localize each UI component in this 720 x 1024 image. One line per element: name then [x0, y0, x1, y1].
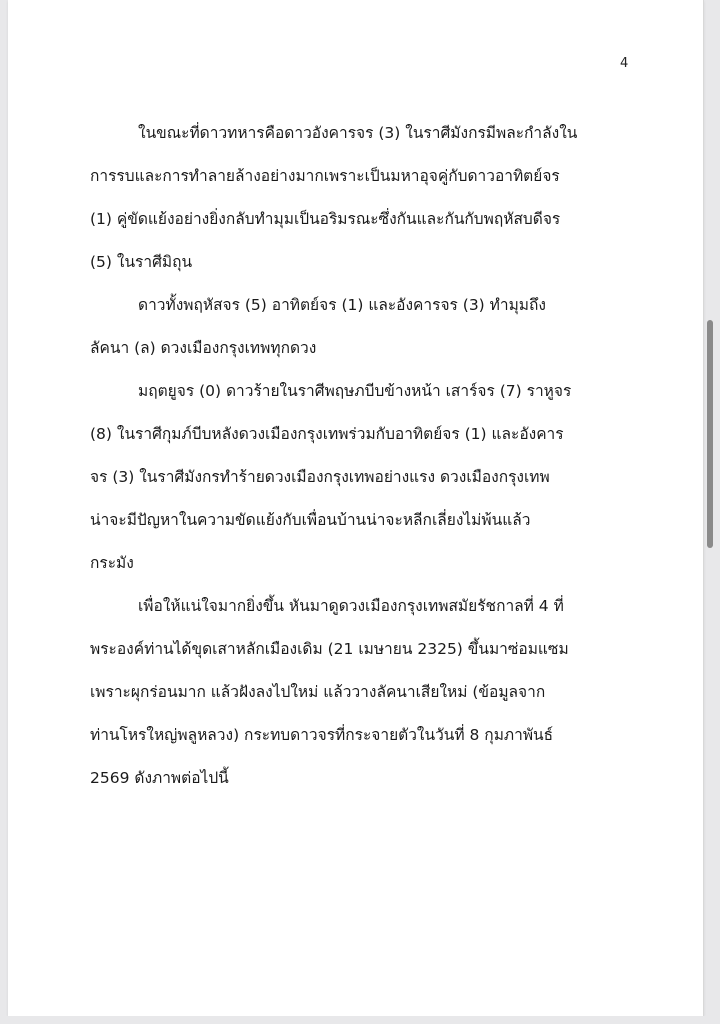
- paragraph-4-line-2: พระองค์ท่านได้ขุดเสาหลักเมืองเดิม (21 เมษายน 2325) ขึ้นมาซ่อมแซม: [90, 640, 569, 658]
- paragraph-1-line-4: (5) ในราศีมิถุน: [90, 253, 193, 271]
- paragraph-3-line-3: จร (3) ในราศีมังกรทำร้ายดวงเมืองกรุงเทพอย่างแรง ดวงเมืองกรุงเทพ: [90, 468, 550, 486]
- page-gap: [0, 1016, 720, 1024]
- paragraph-4-line-5: 2569 ดังภาพต่อไปนี้: [90, 769, 229, 787]
- paragraph-1-line-2: การรบและการทำลายล้างอย่างมากเพราะเป็นมหาอุจคู่กับดาวอาทิตย์จร: [90, 167, 560, 185]
- paragraph-2-line-2: ลัคนา (ล) ดวงเมืองกรุงเทพทุกดวง: [90, 339, 317, 357]
- paragraph-4-line-1: เพื่อให้แน่ใจมากยิ่งขึ้น หันมาดูดวงเมืองกรุงเทพสมัยรัชกาลที่ 4 ที่: [138, 597, 564, 615]
- paragraph-1-line-3: (1) คู่ขัดแย้งอย่างยิ่งกลับทำมุมเป็นอริมรณะซึ่งกันและกันกับพฤหัสบดีจร: [90, 210, 561, 228]
- document-page: [8, 0, 704, 1016]
- paragraph-3-line-2: (8) ในราศีกุมภ์บีบหลังดวงเมืองกรุงเทพร่วมกับอาทิตย์จร (1) และอังคาร: [90, 425, 564, 443]
- paragraph-1-line-1: ในขณะที่ดาวทหารคือดาวอังคารจร (3) ในราศีมังกรมีพละกำลังใน: [138, 124, 578, 142]
- paragraph-4-line-3: เพราะผุกร่อนมาก แล้วฝังลงไปใหม่ แล้ววางลัคนาเสียใหม่ (ข้อมูลจาก: [90, 683, 546, 701]
- vertical-scrollbar[interactable]: [706, 0, 718, 1016]
- paragraph-3-line-1: มฤตยูจร (0) ดาวร้ายในราศีพฤษภบีบข้างหน้า เสาร์จร (7) ราหูจร: [138, 382, 572, 400]
- paragraph-4-line-4: ท่านโหรใหญ่พลูหลวง) กระทบดาวจรที่กระจายตัวในวันที่ 8 กุมภาพันธ์: [90, 726, 554, 744]
- paragraph-3-line-5: กระมัง: [90, 554, 134, 572]
- document-body: [90, 112, 650, 800]
- paragraph-2-line-1: ดาวทั้งพฤหัสจร (5) อาทิตย์จร (1) และอังคารจร (3) ทำมุมถึง: [138, 296, 546, 314]
- scrollbar-thumb[interactable]: [707, 320, 713, 548]
- paragraph-3-line-4: น่าจะมีปัญหาในความขัดแย้งกับเพื่อนบ้านน่าจะหลีกเลี่ยงไม่พ้นแล้ว: [90, 511, 531, 529]
- page-number: 4: [620, 56, 629, 71]
